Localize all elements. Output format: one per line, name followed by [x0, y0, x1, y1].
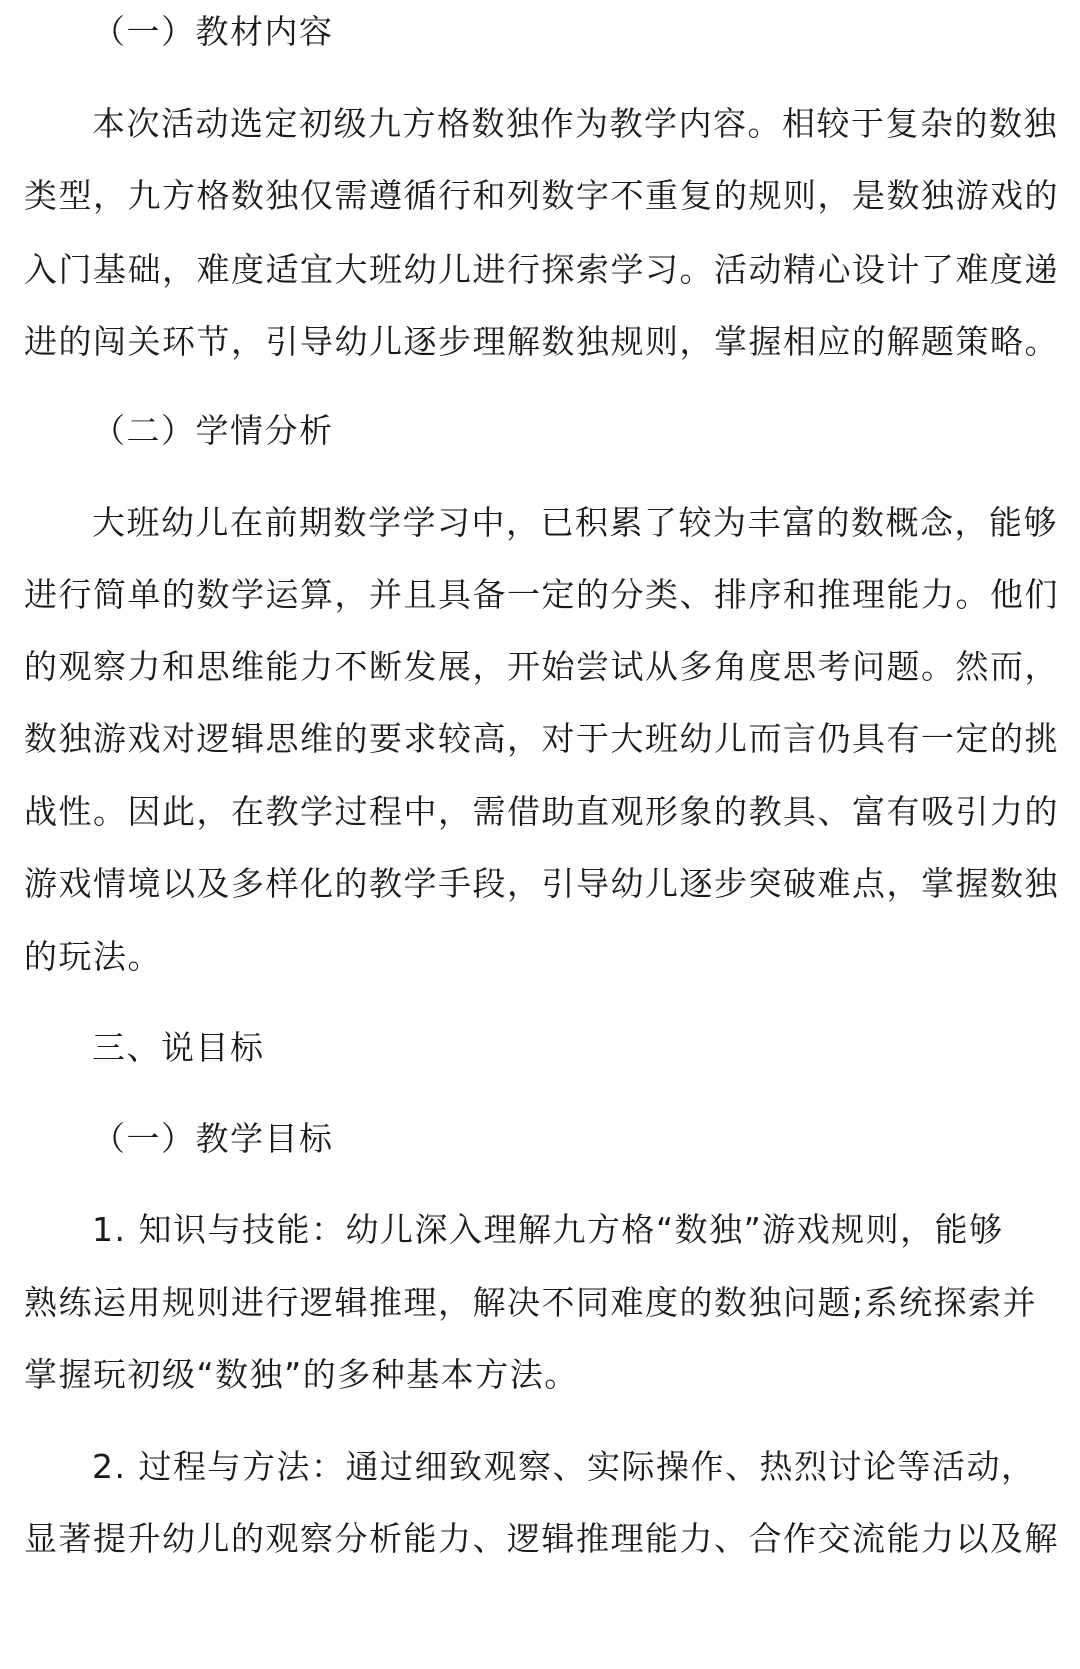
paragraph-line: 数独游戏对逻辑思维的要求较高，对于大班幼儿而言仍具有一定的挑 — [24, 719, 1059, 758]
list-item-line: 2. 过程与方法：通过细致观察、实际操作、热烈讨论等活动， — [92, 1447, 1036, 1486]
section-heading-teaching-objectives: （一）教学目标 — [92, 1119, 334, 1158]
list-item-line: 显著提升幼儿的观察分析能力、逻辑推理能力、合作交流能力以及解 — [24, 1519, 1059, 1558]
paragraph-line: 游戏情境以及多样化的教学手段，引导幼儿逐步突破难点，掌握数独 — [24, 864, 1059, 903]
list-item-line: 掌握玩初级“数独”的多种基本方法。 — [24, 1355, 579, 1394]
list-item-line: 熟练运用规则进行逻辑推理，解决不同难度的数独问题;系统探索并 — [24, 1283, 1038, 1322]
paragraph-line: 进行简单的数学运算，并且具备一定的分类、排序和推理能力。他们 — [24, 575, 1059, 614]
paragraph-line: 大班幼儿在前期数学学习中，已积累了较为丰富的数概念，能够 — [92, 503, 1058, 542]
section-heading-objectives: 三、说目标 — [92, 1028, 265, 1067]
paragraph-line: 的观察力和思维能力不断发展，开始尝试从多角度思考问题。然而， — [24, 647, 1059, 686]
list-item-line: 1. 知识与技能：幼儿深入理解九方格“数独”游戏规则，能够 — [92, 1210, 1004, 1249]
section-heading-textbook-content: （一）教材内容 — [92, 12, 334, 51]
paragraph-line: 类型，九方格数独仅需遵循行和列数字不重复的规则，是数独游戏的 — [24, 176, 1059, 215]
paragraph-line: 本次活动选定初级九方格数独作为教学内容。相较于复杂的数独 — [92, 104, 1058, 143]
paragraph-line: 的玩法。 — [24, 937, 162, 976]
paragraph-line: 进的闯关环节，引导幼儿逐步理解数独规则，掌握相应的解题策略。 — [24, 322, 1059, 361]
paragraph-line: 战性。因此，在教学过程中，需借助直观形象的教具、富有吸引力的 — [24, 792, 1059, 831]
section-heading-learner-analysis: （二）学情分析 — [92, 411, 334, 450]
paragraph-line: 入门基础，难度适宜大班幼儿进行探索学习。活动精心设计了难度递 — [24, 250, 1059, 289]
